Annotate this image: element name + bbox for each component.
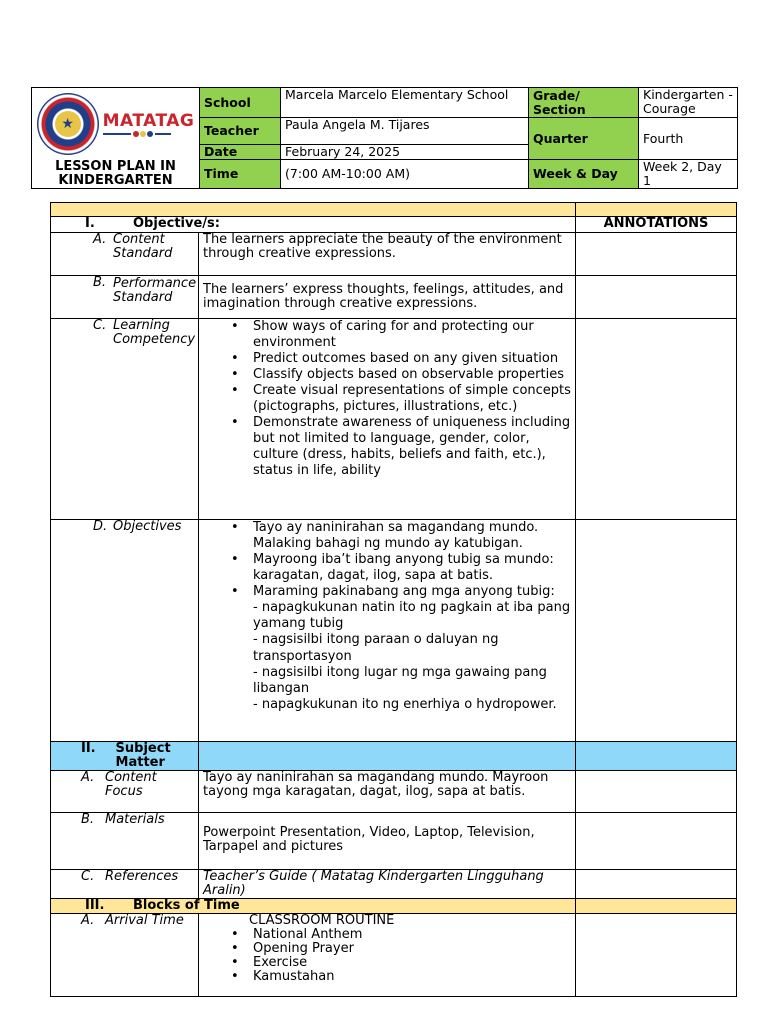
time-label: Time bbox=[200, 160, 281, 189]
performance-standard-text: The learners’ express thoughts, feelings, attitudes, and imagination through creative expressions. bbox=[199, 276, 576, 319]
learning-competency-row bbox=[51, 319, 737, 520]
arrival-list bbox=[203, 928, 571, 984]
content-focus-annotation bbox=[576, 771, 737, 813]
arrival-letter: A. bbox=[81, 913, 95, 928]
matatag-logo: MATATAG bbox=[102, 110, 195, 131]
objective-item-text: Maraming pakinabang ang mga anyong tubig: bbox=[253, 584, 555, 599]
lesson-plan-title-line1: LESSON PLAN IN bbox=[55, 159, 176, 174]
time-value: (7:00 AM-10:00 AM) bbox=[281, 160, 529, 189]
arrival-label: Arrival Time bbox=[105, 913, 184, 928]
section2-header-blank bbox=[199, 742, 576, 771]
section3-header bbox=[51, 899, 576, 914]
materials-text: Powerpoint Presentation, Video, Laptop, Television, Tarpapel and pictures bbox=[199, 813, 576, 870]
objective-item: • Tayo ay naninirahan sa magandang mundo. Malaking bahagi ng mundo ay katubigan. bbox=[253, 520, 571, 552]
arrival-label-cell bbox=[51, 914, 199, 997]
classroom-routine-heading: CLASSROOM ROUTINE bbox=[249, 913, 395, 928]
school-label: School bbox=[200, 88, 281, 118]
content-focus-letter: A. bbox=[81, 770, 95, 785]
references-annotation bbox=[576, 870, 737, 899]
references-label: References bbox=[105, 869, 179, 884]
torch-icon: ★ bbox=[55, 111, 81, 137]
week-value: Week 2, Day 1 bbox=[639, 160, 738, 189]
lesson-table bbox=[50, 202, 737, 997]
learning-competency-list-cell bbox=[199, 319, 576, 520]
learning-competency-label: Learning Competency bbox=[113, 318, 196, 347]
logo-row bbox=[32, 93, 199, 155]
content-focus-label-cell bbox=[51, 771, 199, 813]
content-standard-letter: A. bbox=[93, 232, 107, 247]
learning-competency-label-cell bbox=[51, 319, 199, 520]
performance-standard-label-cell bbox=[51, 276, 199, 319]
materials-label-cell bbox=[51, 813, 199, 870]
section3-number: III. bbox=[85, 898, 105, 913]
grade-value: Kindergarten -Courage bbox=[639, 88, 738, 118]
objectives-annotation bbox=[576, 520, 737, 742]
annotations-header: ANNOTATIONS bbox=[576, 217, 737, 233]
section3-header-row bbox=[51, 899, 737, 914]
references-row bbox=[51, 870, 737, 899]
grade-label: Grade/ Section bbox=[529, 88, 639, 118]
content-standard-row bbox=[51, 233, 737, 276]
references-text: Teacher’s Guide ( Matatag Kindergarten Lingguhang Aralin) bbox=[199, 870, 576, 899]
lesson-plan-title bbox=[32, 160, 199, 188]
objectives-row bbox=[51, 520, 737, 742]
arrival-content bbox=[199, 914, 576, 997]
routine-item: • National Anthem bbox=[253, 928, 571, 942]
materials-letter: B. bbox=[81, 812, 95, 827]
competency-item: • Create visual representations of simple concepts (pictographs, pictures, illustrations, etc.) bbox=[253, 383, 571, 415]
content-focus-label: Content Focus bbox=[105, 770, 157, 799]
routine-item: • Opening Prayer bbox=[253, 942, 571, 956]
objective-sub-item: - nagsisilbi itong lugar ng mga gawaing pang libangan bbox=[253, 664, 547, 697]
section2-header-inner bbox=[51, 742, 194, 770]
section2-title: Subject Matter bbox=[115, 741, 171, 770]
objectives-list-cell bbox=[199, 520, 576, 742]
objectives-list bbox=[203, 520, 571, 713]
objective-sub-item: - nagsisilbi itong paraan o daluyan ng transportasyon bbox=[253, 632, 499, 664]
routine-item: • Kamustahan bbox=[253, 970, 571, 984]
section1-top-bar-right bbox=[576, 203, 737, 217]
date-label: Date bbox=[200, 145, 281, 160]
materials-row bbox=[51, 813, 737, 870]
performance-standard-annotation bbox=[576, 276, 737, 319]
content-standard-text: The learners appreciate the beauty of the environment through creative expressions. bbox=[199, 233, 576, 276]
section2-number: II. bbox=[81, 741, 96, 756]
performance-standard-letter: B. bbox=[93, 275, 107, 290]
section1-title: Objective/s: bbox=[133, 216, 220, 231]
objectives-letter: D. bbox=[93, 519, 108, 534]
section2-header bbox=[51, 742, 199, 771]
header-table bbox=[31, 87, 738, 189]
competency-item: • Demonstrate awareness of uniqueness including but not limited to language, gender, color, culture (dress, habits, beliefs and faith, etc.), status in life, ability bbox=[253, 415, 571, 479]
performance-standard-row bbox=[51, 276, 737, 319]
objective-item bbox=[253, 584, 571, 713]
content-focus-text: Tayo ay naninirahan sa magandang mundo. Mayroon tayong mga karagatan, dagat, ilog, sapa at batis. bbox=[199, 771, 576, 813]
performance-standard-label: Performance Standard bbox=[113, 276, 197, 305]
arrival-row bbox=[51, 914, 737, 997]
lesson-plan-title-line2: KINDERGARTEN bbox=[58, 173, 173, 188]
competency-item: • Show ways of caring for and protecting our environment bbox=[253, 319, 571, 351]
content-standard-label: Content Standard bbox=[113, 232, 173, 261]
section2-header-row bbox=[51, 742, 737, 771]
section3-header-annotation bbox=[576, 899, 737, 914]
section1-top-bar-left bbox=[51, 203, 576, 217]
header-logo-cell bbox=[32, 88, 200, 189]
section1-top-bar bbox=[51, 203, 737, 217]
school-value: Marcela Marcelo Elementary School bbox=[281, 88, 529, 118]
competency-item: • Predict outcomes based on any given situation bbox=[253, 351, 571, 367]
references-letter: C. bbox=[81, 869, 95, 884]
matatag-brand bbox=[103, 112, 195, 137]
quarter-label: Quarter bbox=[529, 118, 639, 160]
teacher-value: Paula Angela M. Tijares bbox=[281, 118, 529, 145]
learning-competency-annotation bbox=[576, 319, 737, 520]
arrival-annotation bbox=[576, 914, 737, 997]
content-focus-row bbox=[51, 771, 737, 813]
objective-item: • Mayroong iba’t ibang anyong tubig sa mundo: karagatan, dagat, ilog, sapa at batis. bbox=[253, 552, 571, 584]
teacher-label: Teacher bbox=[200, 118, 281, 145]
references-label-cell bbox=[51, 870, 199, 899]
section1-header-row bbox=[51, 217, 737, 233]
matatag-tagline-icon bbox=[103, 131, 171, 137]
section3-title: Blocks of Time bbox=[133, 898, 240, 913]
content-standard-label-cell bbox=[51, 233, 199, 276]
materials-annotation bbox=[576, 813, 737, 870]
objective-sub-item: - napagkukunan ito ng enerhiya o hydropower. bbox=[253, 697, 557, 713]
learning-competency-letter: C. bbox=[93, 318, 107, 333]
objective-sub-item: - napagkukunan natin ito ng pagkain at iba pang yamang tubig bbox=[253, 600, 571, 632]
quarter-value: Fourth bbox=[639, 118, 738, 160]
objectives-label: Objectives bbox=[113, 519, 182, 534]
section2-header-annotation bbox=[576, 742, 737, 771]
content-standard-annotation bbox=[576, 233, 737, 276]
deped-seal-icon bbox=[37, 93, 99, 155]
routine-item: • Exercise bbox=[253, 956, 571, 970]
competency-item: • Classify objects based on observable properties bbox=[253, 367, 571, 383]
section1-number: I. bbox=[85, 216, 95, 231]
date-value: February 24, 2025 bbox=[281, 145, 529, 160]
section1-header bbox=[51, 217, 576, 233]
week-label: Week & Day bbox=[529, 160, 639, 189]
materials-label: Materials bbox=[105, 812, 165, 827]
learning-competency-list bbox=[203, 319, 571, 479]
objectives-label-cell bbox=[51, 520, 199, 742]
